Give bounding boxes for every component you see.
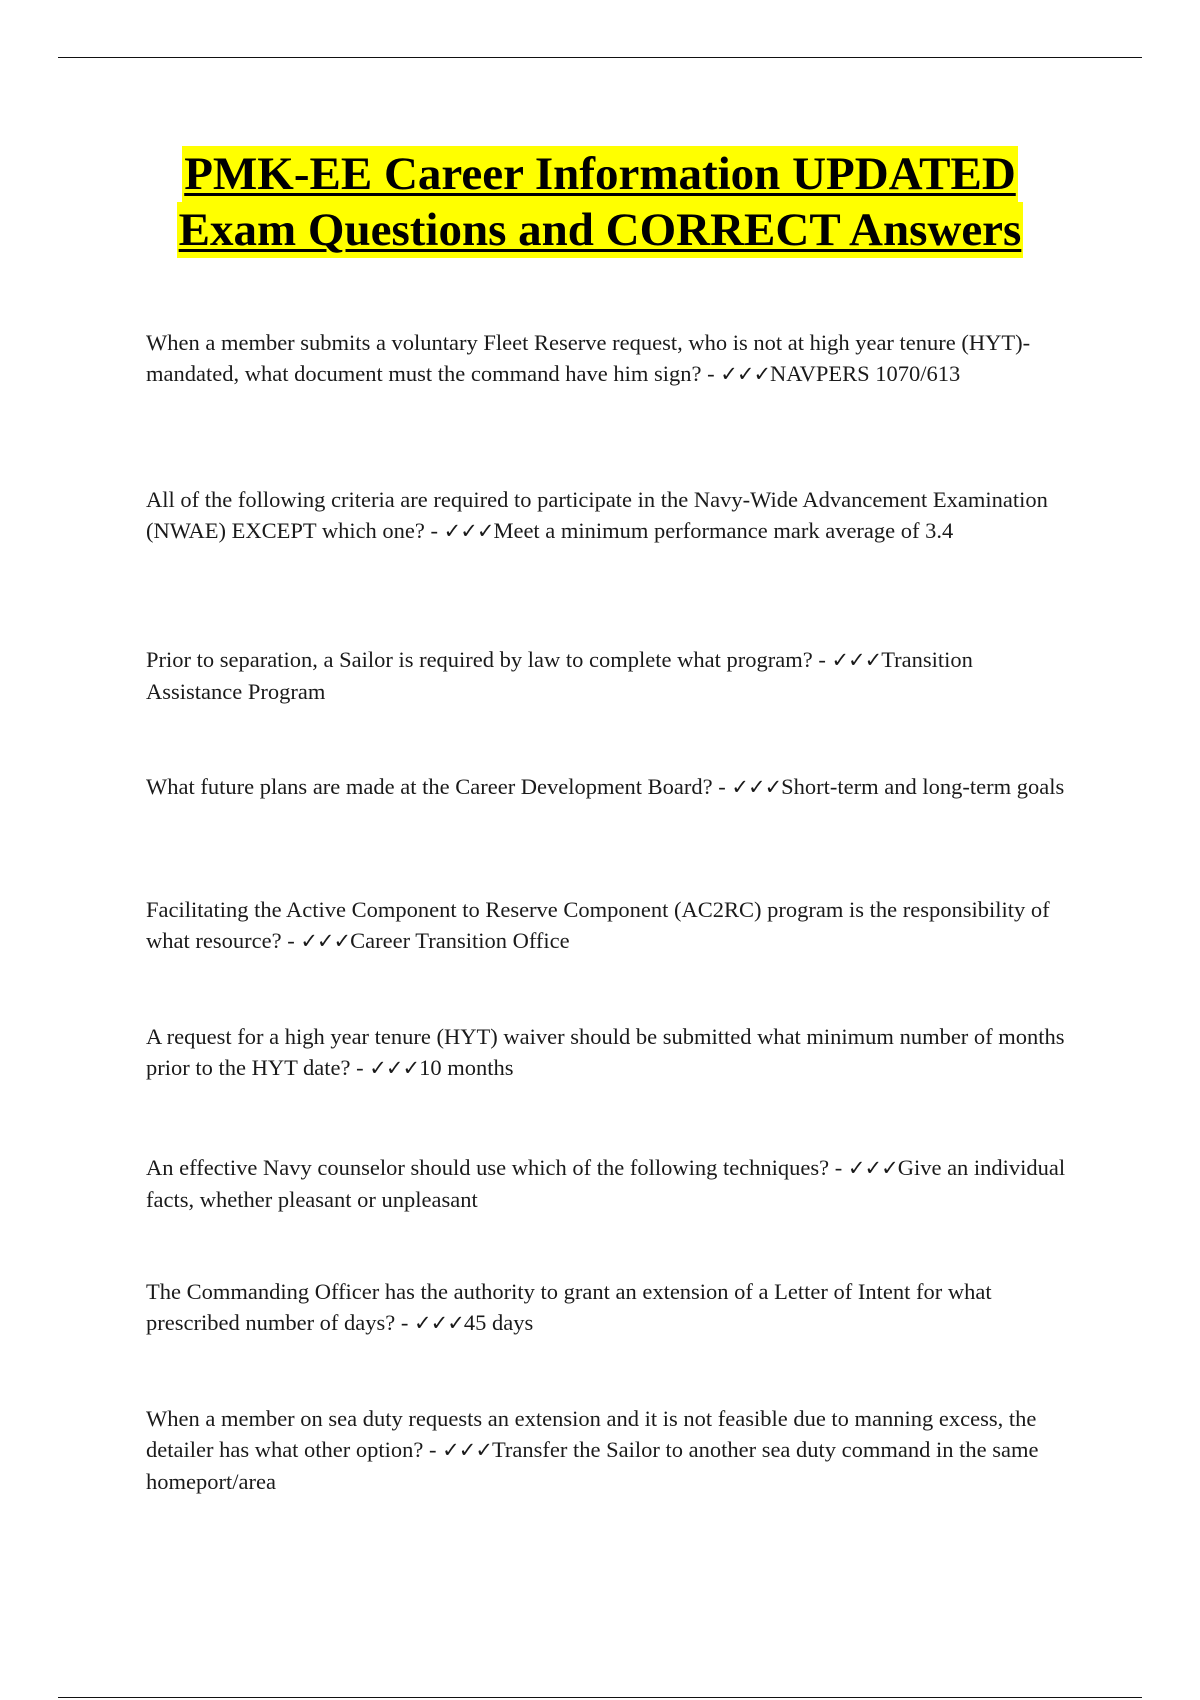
answer-text: 10 months bbox=[419, 1055, 514, 1080]
checkmarks-icon: ✓✓✓ bbox=[731, 775, 782, 799]
separator: - bbox=[281, 928, 301, 953]
qa-item bbox=[146, 484, 1066, 547]
question-text: A request for a high year tenure (HYT) waiver should be submitted what minimum number of months prior to the HYT date? bbox=[146, 1024, 1065, 1080]
qa-item bbox=[146, 894, 1066, 957]
question-text: All of the following criteria are required to participate in the Navy-Wide Advancement Examination (NWAE) EXCEPT which one? bbox=[146, 487, 1048, 543]
answer-text: Career Transition Office bbox=[350, 928, 570, 953]
checkmarks-icon: ✓✓✓ bbox=[720, 362, 771, 386]
checkmarks-icon: ✓✓✓ bbox=[300, 929, 351, 953]
question-text: Prior to separation, a Sailor is required by law to complete what program? bbox=[146, 647, 813, 672]
header-rule bbox=[58, 57, 1142, 58]
checkmarks-icon: ✓✓✓ bbox=[847, 1156, 898, 1180]
title-line-1: PMK-EE Career Information UPDATED bbox=[184, 148, 1016, 200]
qa-item bbox=[146, 771, 1066, 803]
qa-item bbox=[146, 1152, 1066, 1215]
answer-text: Transition Assistance Program bbox=[146, 647, 973, 704]
qa-item bbox=[146, 1403, 1066, 1497]
separator: - bbox=[712, 774, 732, 799]
question-text: An effective Navy counselor should use which of the following techniques? bbox=[146, 1155, 830, 1180]
question-text: The Commanding Officer has the authority to grant an extension of a Letter of Intent for what prescribed number of days? bbox=[146, 1279, 992, 1335]
qa-item bbox=[146, 644, 1066, 707]
document-title bbox=[0, 146, 1200, 258]
separator: - bbox=[424, 518, 444, 543]
checkmarks-icon: ✓✓✓ bbox=[831, 648, 882, 672]
question-text: When a member submits a voluntary Fleet Reserve request, who is not at high year tenure (HYT)-mandated, what document must the command have him sign? bbox=[146, 330, 1031, 386]
answer-text: NAVPERS 1070/613 bbox=[770, 361, 961, 386]
answer-text: Transfer the Sailor to another sea duty command in the same homeport/area bbox=[146, 1437, 1039, 1494]
separator: - bbox=[829, 1155, 848, 1180]
qa-item bbox=[146, 1021, 1066, 1084]
question-text: When a member on sea duty requests an extension and it is not feasible due to manning excess, the detailer has what other option? bbox=[146, 1406, 1037, 1462]
separator: - bbox=[350, 1055, 370, 1080]
separator: - bbox=[423, 1437, 443, 1462]
separator: - bbox=[812, 647, 832, 672]
answer-text: Meet a minimum performance mark average of 3.4 bbox=[493, 518, 954, 543]
question-text: What future plans are made at the Career Development Board? bbox=[146, 774, 713, 799]
title-line-2: Exam Questions and CORRECT Answers bbox=[178, 204, 1022, 256]
answer-text: Give an individual facts, whether pleasant or unpleasant bbox=[146, 1155, 1066, 1212]
checkmarks-icon: ✓✓✓ bbox=[414, 1311, 464, 1335]
answer-text: Short-term and long-term goals bbox=[781, 774, 1065, 799]
question-text: Facilitating the Active Component to Reserve Component (AC2RC) program is the responsibility of what resource? bbox=[146, 897, 1050, 953]
checkmarks-icon: ✓✓✓ bbox=[369, 1056, 420, 1080]
answer-text: 45 days bbox=[463, 1310, 534, 1335]
footer-rule bbox=[58, 1697, 1142, 1698]
separator: - bbox=[395, 1310, 415, 1335]
separator: - bbox=[701, 361, 721, 386]
checkmarks-icon: ✓✓✓ bbox=[443, 519, 494, 543]
qa-item bbox=[146, 1276, 1066, 1339]
qa-item bbox=[146, 327, 1066, 390]
checkmarks-icon: ✓✓✓ bbox=[442, 1438, 492, 1462]
